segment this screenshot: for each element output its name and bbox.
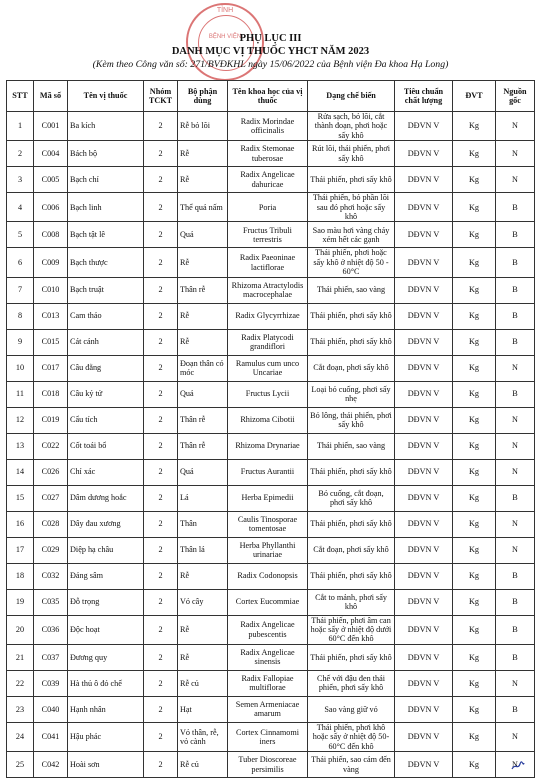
herb-code-cell: C039 — [34, 670, 68, 696]
processing-method-cell: Thái phiến, bỏ phần lõi sau đó phơi hoặc sấy khô — [308, 193, 395, 222]
herb-name-cell: Dâm dương hoắc — [68, 485, 144, 511]
handwritten-signature — [511, 761, 525, 771]
unit-cell: Kg — [453, 141, 496, 167]
group-tckt-cell: 2 — [144, 222, 178, 248]
quality-standard-cell: DĐVN V — [395, 644, 453, 670]
herb-name-cell: Hậu phác — [68, 722, 144, 751]
row-number-cell: 7 — [7, 277, 34, 303]
row-number-cell: 8 — [7, 303, 34, 329]
plant-part-cell: Rễ bỏ lõi — [178, 112, 228, 141]
origin-cell: B — [496, 485, 535, 511]
plant-part-cell: Rễ — [178, 167, 228, 193]
table-row — [7, 248, 535, 277]
row-number-cell: 13 — [7, 433, 34, 459]
group-tckt-cell: 2 — [144, 407, 178, 433]
quality-standard-cell: DĐVN V — [395, 355, 453, 381]
unit-cell: Kg — [453, 670, 496, 696]
unit-cell: Kg — [453, 459, 496, 485]
table-row — [7, 644, 535, 670]
scientific-name-cell: Fructus Lycii — [228, 381, 308, 407]
col-origin-header: Nguồn gốc — [496, 81, 535, 112]
scientific-name-cell: Radix Angelicae sinensis — [228, 644, 308, 670]
table-body — [7, 112, 535, 778]
herb-name-cell: Cam thảo — [68, 303, 144, 329]
unit-cell: Kg — [453, 193, 496, 222]
row-number-cell: 20 — [7, 615, 34, 644]
processing-method-cell: Thái phiến, sao vàng — [308, 433, 395, 459]
plant-part-cell: Hạt — [178, 696, 228, 722]
herb-name-cell: Bạch tật lê — [68, 222, 144, 248]
herb-name-cell: Bạch truật — [68, 277, 144, 303]
row-number-cell: 12 — [7, 407, 34, 433]
unit-cell: Kg — [453, 537, 496, 563]
origin-cell: N — [496, 407, 535, 433]
herb-code-cell: C035 — [34, 589, 68, 615]
table-row — [7, 615, 535, 644]
group-tckt-cell: 2 — [144, 696, 178, 722]
origin-cell: B — [496, 589, 535, 615]
plant-part-cell: Đoạn thân có móc — [178, 355, 228, 381]
quality-standard-cell: DĐVN V — [395, 511, 453, 537]
quality-standard-cell: DĐVN V — [395, 329, 453, 355]
processing-method-cell: Rửa sạch, bỏ lõi, cắt thành đoạn, phơi hoặc sấy khô — [308, 112, 395, 141]
scientific-name-cell: Rhizoma Drynariae — [228, 433, 308, 459]
processing-method-cell: Thái phiến, phơi sấy khô — [308, 167, 395, 193]
quality-standard-cell: DĐVN V — [395, 112, 453, 141]
processing-method-cell: Sao vàng giữ vỏ — [308, 696, 395, 722]
herb-name-cell: Hoài sơn — [68, 752, 144, 778]
herb-name-cell: Câu đằng — [68, 355, 144, 381]
table-row — [7, 329, 535, 355]
unit-cell: Kg — [453, 277, 496, 303]
plant-part-cell: Rễ — [178, 141, 228, 167]
processing-method-cell: Cắt đoạn, phơi sấy khô — [308, 537, 395, 563]
plant-part-cell: Rễ củ — [178, 670, 228, 696]
processing-method-cell: Bỏ cuống, cắt đoạn, phơi sấy khô — [308, 485, 395, 511]
scientific-name-cell: Herba Phyllanthi urinariae — [228, 537, 308, 563]
herb-code-cell: C004 — [34, 141, 68, 167]
scientific-name-cell: Radix Platycodi grandiflori — [228, 329, 308, 355]
scientific-name-cell: Ramulus cum unco Uncariae — [228, 355, 308, 381]
origin-cell: N — [496, 141, 535, 167]
scientific-name-cell: Herba Epimedii — [228, 485, 308, 511]
herb-code-cell: C037 — [34, 644, 68, 670]
herb-name-cell: Diệp hạ châu — [68, 537, 144, 563]
row-number-cell: 23 — [7, 696, 34, 722]
scientific-name-cell: Radix Paeoninae lactiflorae — [228, 248, 308, 277]
col-name-header: Tên vị thuốc — [68, 81, 144, 112]
quality-standard-cell: DĐVN V — [395, 433, 453, 459]
herb-code-cell: C040 — [34, 696, 68, 722]
origin-cell: B — [496, 696, 535, 722]
quality-standard-cell: DĐVN V — [395, 277, 453, 303]
scientific-name-cell: Rhizoma Atractylodis macrocephalae — [228, 277, 308, 303]
group-tckt-cell: 2 — [144, 433, 178, 459]
scientific-name-cell: Radix Codonopsis — [228, 563, 308, 589]
group-tckt-cell: 2 — [144, 277, 178, 303]
origin-cell: B — [496, 563, 535, 589]
group-tckt-cell: 2 — [144, 722, 178, 751]
origin-cell: B — [496, 248, 535, 277]
scientific-name-cell: Fructus Aurantii — [228, 459, 308, 485]
scientific-name-cell: Radix Glycyrrhizae — [228, 303, 308, 329]
herb-code-cell: C036 — [34, 615, 68, 644]
table-row — [7, 670, 535, 696]
unit-cell: Kg — [453, 563, 496, 589]
quality-standard-cell: DĐVN V — [395, 696, 453, 722]
origin-cell: N — [496, 167, 535, 193]
group-tckt-cell: 2 — [144, 381, 178, 407]
table-row — [7, 433, 535, 459]
unit-cell: Kg — [453, 511, 496, 537]
plant-part-cell: Quả — [178, 459, 228, 485]
herb-name-cell: Cẩu tích — [68, 407, 144, 433]
col-part-header: Bộ phận dùng — [178, 81, 228, 112]
plant-part-cell: Rễ — [178, 615, 228, 644]
origin-cell: N — [496, 537, 535, 563]
unit-cell: Kg — [453, 222, 496, 248]
table-row — [7, 167, 535, 193]
quality-standard-cell: DĐVN V — [395, 670, 453, 696]
processing-method-cell: Thái phiến, sao cám đến vàng — [308, 752, 395, 778]
quality-standard-cell: DĐVN V — [395, 193, 453, 222]
herb-name-cell: Bách bộ — [68, 141, 144, 167]
group-tckt-cell: 2 — [144, 329, 178, 355]
group-tckt-cell: 2 — [144, 537, 178, 563]
quality-standard-cell: DĐVN V — [395, 248, 453, 277]
unit-cell: Kg — [453, 112, 496, 141]
row-number-cell: 16 — [7, 511, 34, 537]
quality-standard-cell: DĐVN V — [395, 615, 453, 644]
group-tckt-cell: 2 — [144, 511, 178, 537]
row-number-cell: 4 — [7, 193, 34, 222]
origin-cell: B — [496, 381, 535, 407]
table-row — [7, 752, 535, 778]
plant-part-cell: Rễ — [178, 248, 228, 277]
document-title: DANH MỤC VỊ THUỐC YHCT NĂM 2023 — [171, 46, 370, 57]
table-row — [7, 722, 535, 751]
table-row — [7, 141, 535, 167]
herb-name-cell: Đương quy — [68, 644, 144, 670]
unit-cell: Kg — [453, 722, 496, 751]
plant-part-cell: Thân rễ — [178, 433, 228, 459]
table-header-row — [7, 81, 535, 112]
herb-name-cell: Đỗ trọng — [68, 589, 144, 615]
scientific-name-cell: Radix Morindae officinalis — [228, 112, 308, 141]
herb-code-cell: C042 — [34, 752, 68, 778]
row-number-cell: 10 — [7, 355, 34, 381]
herb-code-cell: C022 — [34, 433, 68, 459]
table-row — [7, 485, 535, 511]
scientific-name-cell: Radix Fallopiae multiflorae — [228, 670, 308, 696]
herb-code-cell: C028 — [34, 511, 68, 537]
table-row — [7, 589, 535, 615]
origin-cell: N — [496, 433, 535, 459]
plant-part-cell: Lá — [178, 485, 228, 511]
processing-method-cell: Thái phiến, phơi sấy khô — [308, 459, 395, 485]
table-row — [7, 277, 535, 303]
document-subtitle: (Kèm theo Công văn số: 271/BVĐKHL ngày 15/06/2022 của Bệnh viện Đa khoa Hạ Long) — [92, 59, 449, 70]
origin-cell: B — [496, 644, 535, 670]
origin-cell: N — [496, 459, 535, 485]
herb-code-cell: C008 — [34, 222, 68, 248]
group-tckt-cell: 2 — [144, 589, 178, 615]
unit-cell: Kg — [453, 248, 496, 277]
herb-name-cell: Ba kích — [68, 112, 144, 141]
unit-cell: Kg — [453, 167, 496, 193]
group-tckt-cell: 2 — [144, 112, 178, 141]
herb-name-cell: Bạch linh — [68, 193, 144, 222]
herb-name-cell: Chỉ xác — [68, 459, 144, 485]
group-tckt-cell: 2 — [144, 752, 178, 778]
quality-standard-cell: DĐVN V — [395, 407, 453, 433]
plant-part-cell: Rễ củ — [178, 752, 228, 778]
plant-part-cell: Thân lá — [178, 537, 228, 563]
col-group-header: Nhóm TCKT — [144, 81, 178, 112]
plant-part-cell: Thân — [178, 511, 228, 537]
herb-name-cell: Hà thủ ô đỏ chế — [68, 670, 144, 696]
herb-name-cell: Câu kỷ tử — [68, 381, 144, 407]
group-tckt-cell: 2 — [144, 615, 178, 644]
unit-cell: Kg — [453, 589, 496, 615]
scientific-name-cell: Cortex Cinnamomi iners — [228, 722, 308, 751]
group-tckt-cell: 2 — [144, 248, 178, 277]
herb-code-cell: C001 — [34, 112, 68, 141]
origin-cell: B — [496, 329, 535, 355]
plant-part-cell: Rễ — [178, 329, 228, 355]
unit-cell: Kg — [453, 381, 496, 407]
herb-code-cell: C005 — [34, 167, 68, 193]
herb-name-cell: Bạch chỉ — [68, 167, 144, 193]
scientific-name-cell: Cortex Eucommiae — [228, 589, 308, 615]
origin-cell: N — [496, 670, 535, 696]
unit-cell: Kg — [453, 329, 496, 355]
quality-standard-cell: DĐVN V — [395, 222, 453, 248]
origin-cell: N — [496, 722, 535, 751]
unit-cell: Kg — [453, 303, 496, 329]
plant-part-cell: Thể quả nấm — [178, 193, 228, 222]
herb-name-cell: Cát cánh — [68, 329, 144, 355]
quality-standard-cell: DĐVN V — [395, 752, 453, 778]
row-number-cell: 21 — [7, 644, 34, 670]
processing-method-cell: Thái phiến, phơi sấy khô — [308, 511, 395, 537]
origin-cell: N — [496, 511, 535, 537]
processing-method-cell: Sao màu hơi vàng cháy xém hết các gạnh — [308, 222, 395, 248]
group-tckt-cell: 2 — [144, 459, 178, 485]
herb-code-cell: C032 — [34, 563, 68, 589]
scientific-name-cell: Radix Angelicae pubescentis — [228, 615, 308, 644]
row-number-cell: 24 — [7, 722, 34, 751]
unit-cell: Kg — [453, 407, 496, 433]
plant-part-cell: Rễ — [178, 563, 228, 589]
scientific-name-cell: Semen Armeniacae amarum — [228, 696, 308, 722]
stamp-ring-text: BỆNH VIỆN — [208, 34, 242, 40]
table-row — [7, 381, 535, 407]
table-row — [7, 511, 535, 537]
group-tckt-cell: 2 — [144, 563, 178, 589]
col-unit-header: ĐVT — [453, 81, 496, 112]
appendix-label: PHỤ LỤC III — [239, 33, 302, 44]
unit-cell: Kg — [453, 433, 496, 459]
unit-cell: Kg — [453, 644, 496, 670]
origin-cell: B — [496, 303, 535, 329]
table-row — [7, 537, 535, 563]
origin-cell: B — [496, 615, 535, 644]
herb-code-cell: C006 — [34, 193, 68, 222]
quality-standard-cell: DĐVN V — [395, 303, 453, 329]
stamp-top-text: TỈNH — [216, 7, 234, 14]
row-number-cell: 14 — [7, 459, 34, 485]
plant-part-cell: Rễ — [178, 644, 228, 670]
processing-method-cell: Loại bỏ cuống, phơi sấy nhẹ — [308, 381, 395, 407]
herb-code-cell: C019 — [34, 407, 68, 433]
group-tckt-cell: 2 — [144, 167, 178, 193]
scientific-name-cell: Radix Angelicae dahuricae — [228, 167, 308, 193]
col-scientific-name-header: Tên khoa học của vị thuốc — [228, 81, 308, 112]
row-number-cell: 1 — [7, 112, 34, 141]
unit-cell: Kg — [453, 752, 496, 778]
herb-name-cell: Độc hoạt — [68, 615, 144, 644]
col-processing-header: Dạng chế biến — [308, 81, 395, 112]
quality-standard-cell: DĐVN V — [395, 459, 453, 485]
processing-method-cell: Cắt đoạn, phơi sấy khô — [308, 355, 395, 381]
herb-code-cell: C018 — [34, 381, 68, 407]
plant-part-cell: Vỏ cây — [178, 589, 228, 615]
origin-cell: B — [496, 277, 535, 303]
table-row — [7, 459, 535, 485]
table-row — [7, 112, 535, 141]
processing-method-cell: Rút lõi, thái phiến, phơi sấy khô — [308, 141, 395, 167]
quality-standard-cell: DĐVN V — [395, 381, 453, 407]
herb-name-cell: Hạnh nhân — [68, 696, 144, 722]
quality-standard-cell: DĐVN V — [395, 537, 453, 563]
table-row — [7, 407, 535, 433]
processing-method-cell: Thái phiến, phơi hoặc sấy khô ở nhiệt độ 50 - 60°C — [308, 248, 395, 277]
row-number-cell: 9 — [7, 329, 34, 355]
unit-cell: Kg — [453, 696, 496, 722]
plant-part-cell: Vỏ thân, rễ, vỏ cành — [178, 722, 228, 751]
herb-name-cell: Đảng sâm — [68, 563, 144, 589]
group-tckt-cell: 2 — [144, 141, 178, 167]
herb-code-cell: C009 — [34, 248, 68, 277]
unit-cell: Kg — [453, 485, 496, 511]
quality-standard-cell: DĐVN V — [395, 167, 453, 193]
scientific-name-cell: Radix Stemonae tuberosae — [228, 141, 308, 167]
herb-code-cell: C029 — [34, 537, 68, 563]
group-tckt-cell: 2 — [144, 355, 178, 381]
origin-cell: N — [496, 355, 535, 381]
processing-method-cell: Thái phiến, phơi sấy khô — [308, 329, 395, 355]
processing-method-cell: Cắt to mảnh, phơi sấy khô — [308, 589, 395, 615]
row-number-cell: 25 — [7, 752, 34, 778]
herb-code-cell: C017 — [34, 355, 68, 381]
row-number-cell: 19 — [7, 589, 34, 615]
processing-method-cell: Thái phiến, phơi âm can hoặc sấy ở nhiệt độ dưới 60°C đến khô — [308, 615, 395, 644]
unit-cell: Kg — [453, 355, 496, 381]
row-number-cell: 15 — [7, 485, 34, 511]
processing-method-cell: Thái phiến, phơi sấy khô — [308, 563, 395, 589]
row-number-cell: 6 — [7, 248, 34, 277]
plant-part-cell: Thân rễ — [178, 277, 228, 303]
herb-name-cell: Bạch thược — [68, 248, 144, 277]
row-number-cell: 17 — [7, 537, 34, 563]
row-number-cell: 5 — [7, 222, 34, 248]
herb-name-cell: Cốt toái bổ — [68, 433, 144, 459]
origin-cell: B — [496, 222, 535, 248]
plant-part-cell: Quả — [178, 222, 228, 248]
quality-standard-cell: DĐVN V — [395, 485, 453, 511]
group-tckt-cell: 2 — [144, 644, 178, 670]
herb-list-table — [6, 80, 535, 778]
scientific-name-cell: Poria — [228, 193, 308, 222]
herb-code-cell: C010 — [34, 277, 68, 303]
processing-method-cell: Thái phiến, phơi sấy khô — [308, 644, 395, 670]
row-number-cell: 18 — [7, 563, 34, 589]
quality-standard-cell: DĐVN V — [395, 141, 453, 167]
col-standard-header: Tiêu chuẩn chất lượng — [395, 81, 453, 112]
table-row — [7, 222, 535, 248]
processing-method-cell: Bỏ lông, thái phiến, phơi sấy khô — [308, 407, 395, 433]
processing-method-cell: Thái phiến, phơi sấy khô — [308, 303, 395, 329]
group-tckt-cell: 2 — [144, 485, 178, 511]
herb-code-cell: C015 — [34, 329, 68, 355]
row-number-cell: 22 — [7, 670, 34, 696]
col-code-header: Mã số — [34, 81, 68, 112]
quality-standard-cell: DĐVN V — [395, 589, 453, 615]
group-tckt-cell: 2 — [144, 670, 178, 696]
scientific-name-cell: Fructus Tribuli terrestris — [228, 222, 308, 248]
quality-standard-cell: DĐVN V — [395, 722, 453, 751]
processing-method-cell: Thái phiến, sao vàng — [308, 277, 395, 303]
row-number-cell: 3 — [7, 167, 34, 193]
scientific-name-cell: Rhizoma Cibotii — [228, 407, 308, 433]
table-row — [7, 355, 535, 381]
herb-code-cell: C013 — [34, 303, 68, 329]
table-row — [7, 563, 535, 589]
row-number-cell: 11 — [7, 381, 34, 407]
herb-code-cell: C026 — [34, 459, 68, 485]
plant-part-cell: Rễ — [178, 303, 228, 329]
scientific-name-cell: Tuber Dioscoreae persimilis — [228, 752, 308, 778]
plant-part-cell: Thân rễ — [178, 407, 228, 433]
processing-method-cell: Chế với đậu đen thái phiến, phơi sấy khô — [308, 670, 395, 696]
table-row — [7, 696, 535, 722]
origin-cell: N — [496, 752, 535, 778]
processing-method-cell: Thái phiến, phơi khô hoặc sấy ở nhiệt độ 50- 60°C đến khô — [308, 722, 395, 751]
col-stt-header: STT — [7, 81, 34, 112]
plant-part-cell: Quả — [178, 381, 228, 407]
origin-cell: B — [496, 193, 535, 222]
origin-cell: N — [496, 112, 535, 141]
row-number-cell: 2 — [7, 141, 34, 167]
herb-code-cell: C041 — [34, 722, 68, 751]
unit-cell: Kg — [453, 615, 496, 644]
scientific-name-cell: Caulis Tinosporae tomentosae — [228, 511, 308, 537]
quality-standard-cell: DĐVN V — [395, 563, 453, 589]
table-row — [7, 193, 535, 222]
herb-code-cell: C027 — [34, 485, 68, 511]
table-row — [7, 303, 535, 329]
group-tckt-cell: 2 — [144, 193, 178, 222]
group-tckt-cell: 2 — [144, 303, 178, 329]
herb-name-cell: Dây đau xương — [68, 511, 144, 537]
